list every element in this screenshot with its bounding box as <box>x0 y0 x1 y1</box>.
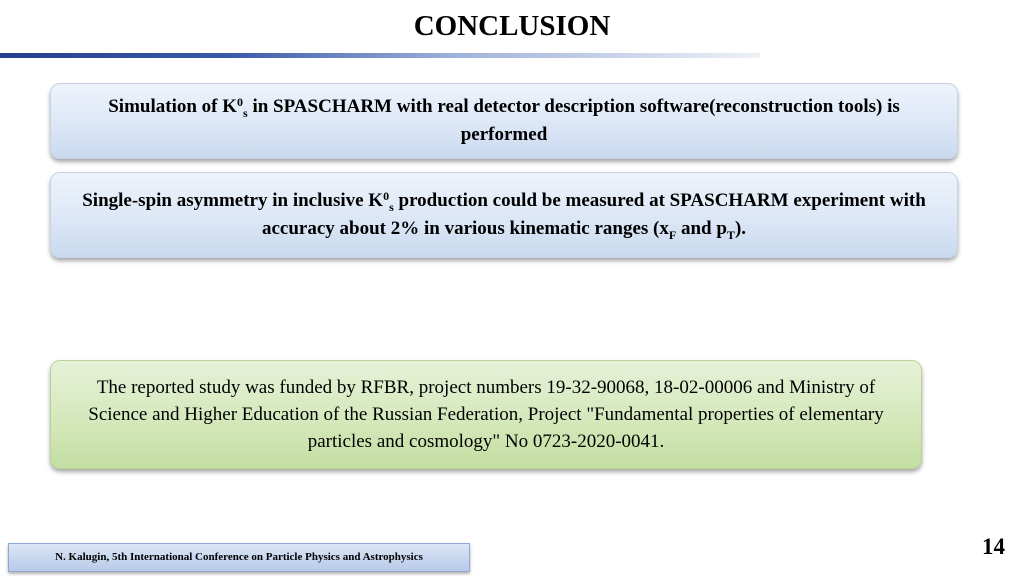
pt-subscript: T <box>726 228 735 242</box>
asymmetry-text <box>51 187 957 243</box>
page-number: 14 <box>982 534 1005 559</box>
title-underline <box>0 53 760 58</box>
simulation-box <box>50 83 958 159</box>
k0-subscript: s <box>389 200 394 214</box>
slide-title: CONCLUSION <box>413 10 611 42</box>
k0-superscript: 0 <box>237 95 244 109</box>
asymmetry-text-part2: production could be measured at SPASCHARM experiment with accuracy about 2% in various kinematic ranges (x <box>261 190 926 239</box>
asymmetry-text-part4: ). <box>734 218 747 239</box>
asymmetry-box <box>50 172 958 258</box>
asymmetry-text-part1: Single-spin asymmetry in inclusive K <box>82 190 384 211</box>
footer-citation: N. Kalugin, 5th International Conference on Particle Physics and Astrophysics <box>8 543 470 572</box>
k0-superscript: 0 <box>383 189 390 203</box>
funding-box <box>50 360 922 469</box>
xf-subscript: F <box>668 228 677 242</box>
simulation-text-part2: in SPASCHARM with real detector description software(reconstruction tools) is performed <box>247 96 900 145</box>
simulation-text <box>51 93 957 149</box>
funding-text: The reported study was funded by RFBR, project numbers 19-32-90068, 18-02-00006 and Ministry of Science and Higher Education of the Russian Federation, Project "Fundamental properties of elementary particles and cosmology" No 0723-2020-0041. <box>88 377 884 452</box>
asymmetry-text-part3: and p <box>676 218 727 239</box>
simulation-text-part1: Simulation of K <box>108 96 238 117</box>
k0-subscript: s <box>243 106 248 120</box>
